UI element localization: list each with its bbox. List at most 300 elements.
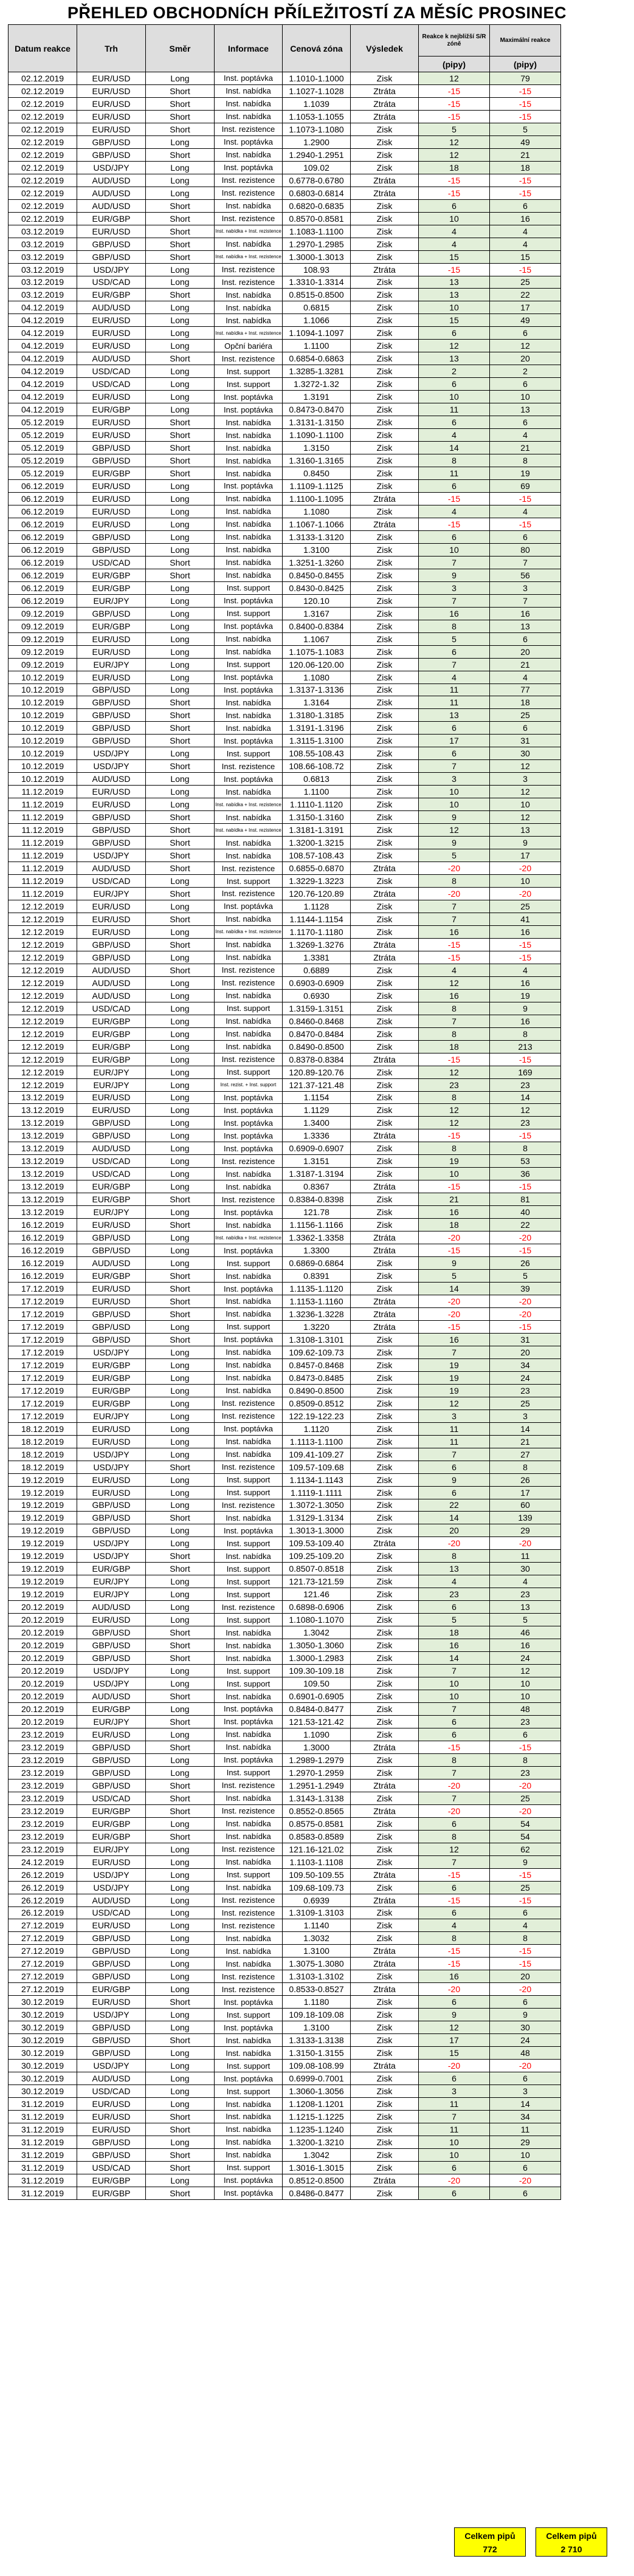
max-reaction-cell: 9 <box>490 2009 561 2021</box>
table-row <box>9 1843 561 1855</box>
table-row <box>9 888 561 900</box>
table-row <box>9 900 561 913</box>
table-row <box>9 187 561 199</box>
price-zone-cell: 109.18-109.08 <box>283 2009 351 2021</box>
reaction-cell: 19 <box>419 1371 490 1384</box>
result-cell: Zisk <box>351 505 419 518</box>
max-reaction-cell: 34 <box>490 1358 561 1371</box>
pair-cell: EUR/JPY <box>77 1066 146 1078</box>
table-row <box>9 951 561 964</box>
price-zone-cell: 1.2951-1.2949 <box>283 1779 351 1792</box>
direction-cell: Long <box>146 1040 215 1053</box>
table-row <box>9 938 561 951</box>
max-reaction-cell: 4 <box>490 964 561 976</box>
information-cell: Inst. nabídka <box>215 314 283 327</box>
pair-cell: GBP/USD <box>77 1945 146 1958</box>
max-reaction-cell: -15 <box>490 1320 561 1333</box>
information-cell: Inst. nabídka <box>215 429 283 442</box>
reaction-cell: 9 <box>419 569 490 581</box>
reaction-cell: -15 <box>419 1868 490 1881</box>
price-zone-cell: 1.1215-1.1225 <box>283 2111 351 2123</box>
result-cell: Zisk <box>351 530 419 543</box>
information-cell: Inst. nabídka <box>215 1358 283 1371</box>
reaction-cell: 14 <box>419 1652 490 1665</box>
pair-cell: GBP/USD <box>77 709 146 722</box>
reaction-cell: 7 <box>419 2111 490 2123</box>
max-reaction-cell: 12 <box>490 340 561 352</box>
reaction-cell: 7 <box>419 913 490 925</box>
max-reaction-cell: -20 <box>490 1307 561 1320</box>
max-reaction-cell: 11 <box>490 1550 561 1563</box>
table-row <box>9 276 561 289</box>
direction-cell: Long <box>146 1155 215 1168</box>
pair-cell: USD/JPY <box>77 1868 146 1881</box>
table-row <box>9 683 561 696</box>
information-cell: Inst. nabídka <box>215 1180 283 1193</box>
result-cell: Zisk <box>351 2111 419 2123</box>
information-cell: Inst. support <box>215 378 283 391</box>
date-cell: 03.12.2019 <box>9 238 77 250</box>
pair-cell: GBP/USD <box>77 1652 146 1665</box>
table-row <box>9 543 561 556</box>
max-reaction-cell: 25 <box>490 1397 561 1410</box>
price-zone-cell: 1.1080 <box>283 671 351 683</box>
direction-cell: Long <box>146 1868 215 1881</box>
information-cell: Inst. rezistence <box>215 1601 283 1614</box>
result-cell: Ztráta <box>351 518 419 530</box>
price-zone-cell: 1.1066 <box>283 314 351 327</box>
pair-cell: EUR/USD <box>77 925 146 938</box>
result-cell: Ztráta <box>351 1779 419 1792</box>
pair-cell: USD/JPY <box>77 1346 146 1358</box>
direction-cell: Short <box>146 1792 215 1804</box>
direction-cell: Long <box>146 2009 215 2021</box>
date-cell: 02.12.2019 <box>9 110 77 123</box>
result-cell: Zisk <box>351 1397 419 1410</box>
result-cell: Zisk <box>351 199 419 212</box>
information-cell: Inst. nabídka <box>215 786 283 798</box>
reaction-cell: 6 <box>419 530 490 543</box>
table-row <box>9 123 561 135</box>
information-cell: Inst. poptávka <box>215 1091 283 1104</box>
pair-cell: EUR/JPY <box>77 658 146 671</box>
result-cell: Zisk <box>351 1753 419 1766</box>
price-zone-cell: 1.1067-1.1066 <box>283 518 351 530</box>
max-reaction-cell: 24 <box>490 1652 561 1665</box>
price-zone-cell: 109.50-109.55 <box>283 1868 351 1881</box>
max-reaction-cell: 18 <box>490 696 561 709</box>
direction-cell: Long <box>146 2021 215 2034</box>
table-row <box>9 174 561 187</box>
information-cell: Inst. nabídka <box>215 1384 283 1397</box>
information-cell: Inst. nabídka <box>215 938 283 951</box>
pair-cell: EUR/USD <box>77 72 146 85</box>
pair-cell: AUD/USD <box>77 964 146 976</box>
information-cell: Inst. poptávka <box>215 1524 283 1537</box>
pair-cell: EUR/USD <box>77 1728 146 1741</box>
direction-cell: Short <box>146 556 215 569</box>
max-reaction-cell: 49 <box>490 135 561 148</box>
pair-cell: EUR/USD <box>77 2123 146 2136</box>
result-cell: Zisk <box>351 747 419 760</box>
direction-cell: Short <box>146 1996 215 2009</box>
table-row <box>9 1333 561 1346</box>
pair-cell: GBP/USD <box>77 1779 146 1792</box>
reaction-cell: 6 <box>419 2161 490 2174</box>
result-cell: Ztráta <box>351 1983 419 1996</box>
pair-cell: USD/JPY <box>77 1881 146 1894</box>
result-cell: Zisk <box>351 735 419 747</box>
information-cell: Inst. nabídka <box>215 110 283 123</box>
date-cell: 18.12.2019 <box>9 1461 77 1473</box>
result-cell: Ztráta <box>351 1945 419 1958</box>
direction-cell: Short <box>146 2148 215 2161</box>
information-cell: Inst. poptávka <box>215 1206 283 1219</box>
price-zone-cell: 0.8533-0.8527 <box>283 1983 351 1996</box>
price-zone-cell: 1.3336 <box>283 1129 351 1142</box>
max-reaction-cell: 48 <box>490 2047 561 2060</box>
result-cell: Zisk <box>351 1766 419 1779</box>
result-cell: Zisk <box>351 709 419 722</box>
table-row <box>9 2009 561 2021</box>
max-reaction-cell: 16 <box>490 976 561 989</box>
table-row <box>9 1792 561 1804</box>
price-zone-cell: 0.6909-0.6907 <box>283 1142 351 1155</box>
direction-cell: Long <box>146 1206 215 1219</box>
result-cell: Zisk <box>351 1155 419 1168</box>
price-zone-cell: 1.3191 <box>283 391 351 403</box>
table-row <box>9 1002 561 1015</box>
reaction-cell: 22 <box>419 1499 490 1512</box>
price-zone-cell: 0.8486-0.8477 <box>283 2187 351 2199</box>
table-row <box>9 976 561 989</box>
price-zone-cell: 0.8457-0.8468 <box>283 1358 351 1371</box>
pair-cell: AUD/USD <box>77 352 146 365</box>
max-reaction-cell: 25 <box>490 900 561 913</box>
date-cell: 02.12.2019 <box>9 123 77 135</box>
pair-cell: EUR/USD <box>77 900 146 913</box>
reaction-cell: 4 <box>419 964 490 976</box>
price-zone-cell: 1.3133-1.3120 <box>283 530 351 543</box>
price-zone-cell: 1.1090 <box>283 1728 351 1741</box>
pair-cell: EUR/GBP <box>77 569 146 581</box>
result-cell: Zisk <box>351 1792 419 1804</box>
pair-cell: EUR/JPY <box>77 1078 146 1091</box>
max-reaction-cell: 56 <box>490 569 561 581</box>
max-reaction-cell: 54 <box>490 1830 561 1843</box>
table-row <box>9 301 561 314</box>
date-cell: 13.12.2019 <box>9 1180 77 1193</box>
result-cell: Ztráta <box>351 2060 419 2072</box>
information-cell: Inst. nabídka <box>215 632 283 645</box>
header-pair: Trh <box>77 25 146 72</box>
result-cell: Zisk <box>351 824 419 837</box>
table-row <box>9 1703 561 1716</box>
price-zone-cell: 0.8450 <box>283 467 351 480</box>
result-cell: Zisk <box>351 480 419 493</box>
reaction-cell: -20 <box>419 1295 490 1308</box>
pair-cell: EUR/USD <box>77 1219 146 1231</box>
information-cell: Inst. nabídka <box>215 696 283 709</box>
direction-cell: Long <box>146 1448 215 1461</box>
result-cell: Zisk <box>351 849 419 862</box>
direction-cell: Long <box>146 365 215 378</box>
date-cell: 06.12.2019 <box>9 518 77 530</box>
date-cell: 23.12.2019 <box>9 1817 77 1830</box>
table-row <box>9 84 561 97</box>
table-row <box>9 849 561 862</box>
reaction-cell: 7 <box>419 556 490 569</box>
price-zone-cell: 1.1135-1.1120 <box>283 1283 351 1295</box>
direction-cell: Short <box>146 97 215 110</box>
direction-cell: Long <box>146 1410 215 1422</box>
date-cell: 04.12.2019 <box>9 403 77 416</box>
date-cell: 09.12.2019 <box>9 658 77 671</box>
price-zone-cell: 1.3251-1.3260 <box>283 556 351 569</box>
result-cell: Zisk <box>351 327 419 340</box>
direction-cell: Long <box>146 1728 215 1741</box>
table-row <box>9 1626 561 1639</box>
information-cell: Inst. nabídka <box>215 1945 283 1958</box>
max-reaction-cell: 10 <box>490 875 561 888</box>
price-zone-cell: 1.1140 <box>283 1919 351 1932</box>
result-cell: Zisk <box>351 1690 419 1703</box>
date-cell: 09.12.2019 <box>9 607 77 620</box>
direction-cell: Long <box>146 1677 215 1690</box>
pair-cell: GBP/USD <box>77 2148 146 2161</box>
max-reaction-cell: 7 <box>490 556 561 569</box>
date-cell: 12.12.2019 <box>9 913 77 925</box>
result-cell: Zisk <box>351 773 419 786</box>
header-row <box>9 25 561 57</box>
price-zone-cell: 109.68-109.73 <box>283 1881 351 1894</box>
direction-cell: Short <box>146 824 215 837</box>
direction-cell: Short <box>146 123 215 135</box>
opportunities-table <box>8 24 561 2200</box>
table-row <box>9 1027 561 1040</box>
reaction-cell: 13 <box>419 1563 490 1575</box>
date-cell: 20.12.2019 <box>9 1703 77 1716</box>
information-cell: Inst. poptávka <box>215 480 283 493</box>
reaction-cell: 11 <box>419 467 490 480</box>
price-zone-cell: 1.3200-1.3210 <box>283 2136 351 2148</box>
result-cell: Zisk <box>351 416 419 429</box>
reaction-cell: 4 <box>419 1919 490 1932</box>
reaction-cell: 7 <box>419 658 490 671</box>
date-cell: 12.12.2019 <box>9 1066 77 1078</box>
result-cell: Zisk <box>351 837 419 849</box>
pair-cell: EUR/USD <box>77 1919 146 1932</box>
date-cell: 06.12.2019 <box>9 530 77 543</box>
date-cell: 05.12.2019 <box>9 467 77 480</box>
reaction-cell: 8 <box>419 1753 490 1766</box>
pair-cell: EUR/USD <box>77 1104 146 1117</box>
price-zone-cell: 0.8515-0.8500 <box>283 289 351 301</box>
result-cell: Ztráta <box>351 862 419 875</box>
information-cell: Inst. support <box>215 1575 283 1588</box>
information-cell: Inst. rezistence <box>215 1461 283 1473</box>
max-reaction-cell: 26 <box>490 1257 561 1270</box>
information-cell: Inst. support <box>215 581 283 594</box>
price-zone-cell: 1.3000-1.2983 <box>283 1652 351 1665</box>
price-zone-cell: 1.3220 <box>283 1320 351 1333</box>
max-reaction-cell: -15 <box>490 1244 561 1257</box>
price-zone-cell: 121.78 <box>283 1206 351 1219</box>
table-row <box>9 2187 561 2199</box>
table-row <box>9 709 561 722</box>
direction-cell: Long <box>146 1244 215 1257</box>
pair-cell: USD/JPY <box>77 1461 146 1473</box>
information-cell: Inst. support <box>215 1537 283 1550</box>
reaction-cell: 7 <box>419 594 490 607</box>
max-reaction-cell: 15 <box>490 250 561 263</box>
table-row <box>9 1053 561 1066</box>
result-cell: Ztráta <box>351 888 419 900</box>
date-cell: 20.12.2019 <box>9 1690 77 1703</box>
table-row <box>9 1537 561 1550</box>
table-row <box>9 1257 561 1270</box>
price-zone-cell: 1.3187-1.3194 <box>283 1168 351 1180</box>
table-row <box>9 1015 561 1027</box>
information-cell: Inst. nabídka <box>215 951 283 964</box>
pair-cell: EUR/GBP <box>77 581 146 594</box>
direction-cell: Short <box>146 1563 215 1575</box>
table-row <box>9 1652 561 1665</box>
max-reaction-cell: -15 <box>490 1129 561 1142</box>
direction-cell: Long <box>146 1524 215 1537</box>
total-reaction-cell <box>454 2527 526 2557</box>
table-row <box>9 212 561 225</box>
max-reaction-cell: -15 <box>490 1053 561 1066</box>
pair-cell: EUR/USD <box>77 2098 146 2111</box>
pair-cell: EUR/USD <box>77 1422 146 1435</box>
price-zone-cell: 0.6999-0.7001 <box>283 2072 351 2085</box>
max-reaction-cell: 5 <box>490 1270 561 1283</box>
direction-cell: Short <box>146 964 215 976</box>
max-reaction-cell: 80 <box>490 543 561 556</box>
date-cell: 12.12.2019 <box>9 1015 77 1027</box>
pair-cell: GBP/USD <box>77 543 146 556</box>
result-cell: Zisk <box>351 594 419 607</box>
result-cell: Zisk <box>351 1027 419 1040</box>
price-zone-cell: 1.1208-1.1201 <box>283 2098 351 2111</box>
price-zone-cell: 1.3150 <box>283 442 351 454</box>
date-cell: 20.12.2019 <box>9 1665 77 1677</box>
direction-cell: Short <box>146 1550 215 1563</box>
result-cell: Zisk <box>351 1996 419 2009</box>
price-zone-cell: 1.3310-1.3314 <box>283 276 351 289</box>
reaction-cell: 16 <box>419 1333 490 1346</box>
reaction-cell: -20 <box>419 888 490 900</box>
max-reaction-cell: 12 <box>490 1104 561 1117</box>
result-cell: Zisk <box>351 454 419 467</box>
max-reaction-cell: 3 <box>490 773 561 786</box>
max-reaction-cell: 8 <box>490 1461 561 1473</box>
table-row <box>9 2021 561 2034</box>
result-cell: Zisk <box>351 1448 419 1461</box>
table-row <box>9 1639 561 1652</box>
information-cell: Inst. support <box>215 1677 283 1690</box>
pair-cell: EUR/GBP <box>77 1817 146 1830</box>
price-zone-cell: 109.41-109.27 <box>283 1448 351 1461</box>
information-cell: Inst. nabídka <box>215 1346 283 1358</box>
information-cell: Inst. poptávka <box>215 1142 283 1155</box>
price-zone-cell: 109.30-109.18 <box>283 1665 351 1677</box>
direction-cell: Long <box>146 543 215 556</box>
pair-cell: USD/CAD <box>77 2085 146 2098</box>
pair-cell: GBP/USD <box>77 1499 146 1512</box>
result-cell: Zisk <box>351 467 419 480</box>
result-cell: Zisk <box>351 1206 419 1219</box>
direction-cell: Long <box>146 1231 215 1244</box>
direction-cell: Long <box>146 391 215 403</box>
reaction-cell: 6 <box>419 1486 490 1499</box>
date-cell: 18.12.2019 <box>9 1422 77 1435</box>
result-cell: Zisk <box>351 403 419 416</box>
result-cell: Ztráta <box>351 1231 419 1244</box>
max-reaction-cell: 29 <box>490 2136 561 2148</box>
direction-cell: Short <box>146 1295 215 1308</box>
max-reaction-cell: 14 <box>490 2098 561 2111</box>
pair-cell: GBP/USD <box>77 2136 146 2148</box>
information-cell: Inst. nabídka + Inst. rezistence <box>215 925 283 938</box>
result-cell: Zisk <box>351 2021 419 2034</box>
result-cell: Zisk <box>351 722 419 735</box>
table-row <box>9 581 561 594</box>
result-cell: Zisk <box>351 2085 419 2098</box>
result-cell: Zisk <box>351 2098 419 2111</box>
direction-cell: Short <box>146 148 215 161</box>
table-row <box>9 2111 561 2123</box>
table-row <box>9 327 561 340</box>
table-row <box>9 722 561 735</box>
pair-cell: EUR/USD <box>77 110 146 123</box>
result-cell: Zisk <box>351 1168 419 1180</box>
direction-cell: Long <box>146 403 215 416</box>
result-cell: Zisk <box>351 1270 419 1283</box>
direction-cell: Long <box>146 581 215 594</box>
date-cell: 19.12.2019 <box>9 1550 77 1563</box>
direction-cell: Short <box>146 1219 215 1231</box>
direction-cell: Short <box>146 696 215 709</box>
direction-cell: Short <box>146 2123 215 2136</box>
direction-cell: Short <box>146 849 215 862</box>
price-zone-cell: 1.3032 <box>283 1932 351 1945</box>
price-zone-cell: 0.6869-0.6864 <box>283 1257 351 1270</box>
table-row <box>9 416 561 429</box>
result-cell: Zisk <box>351 569 419 581</box>
table-row <box>9 1371 561 1384</box>
header-reaction-unit: (pipy) <box>419 57 490 72</box>
max-reaction-cell: 26 <box>490 1473 561 1486</box>
result-cell: Zisk <box>351 581 419 594</box>
table-row <box>9 340 561 352</box>
max-reaction-cell: 9 <box>490 837 561 849</box>
date-cell: 19.12.2019 <box>9 1473 77 1486</box>
reaction-cell: 10 <box>419 391 490 403</box>
max-reaction-cell: 34 <box>490 2111 561 2123</box>
price-zone-cell: 1.2989-1.2979 <box>283 1753 351 1766</box>
max-reaction-cell: 10 <box>490 1677 561 1690</box>
table-row <box>9 1358 561 1371</box>
result-cell: Zisk <box>351 1486 419 1499</box>
reaction-cell: -15 <box>419 1894 490 1906</box>
direction-cell: Short <box>146 722 215 735</box>
direction-cell: Long <box>146 1422 215 1435</box>
max-reaction-cell: -15 <box>490 110 561 123</box>
direction-cell: Long <box>146 1129 215 1142</box>
table-row <box>9 1206 561 1219</box>
